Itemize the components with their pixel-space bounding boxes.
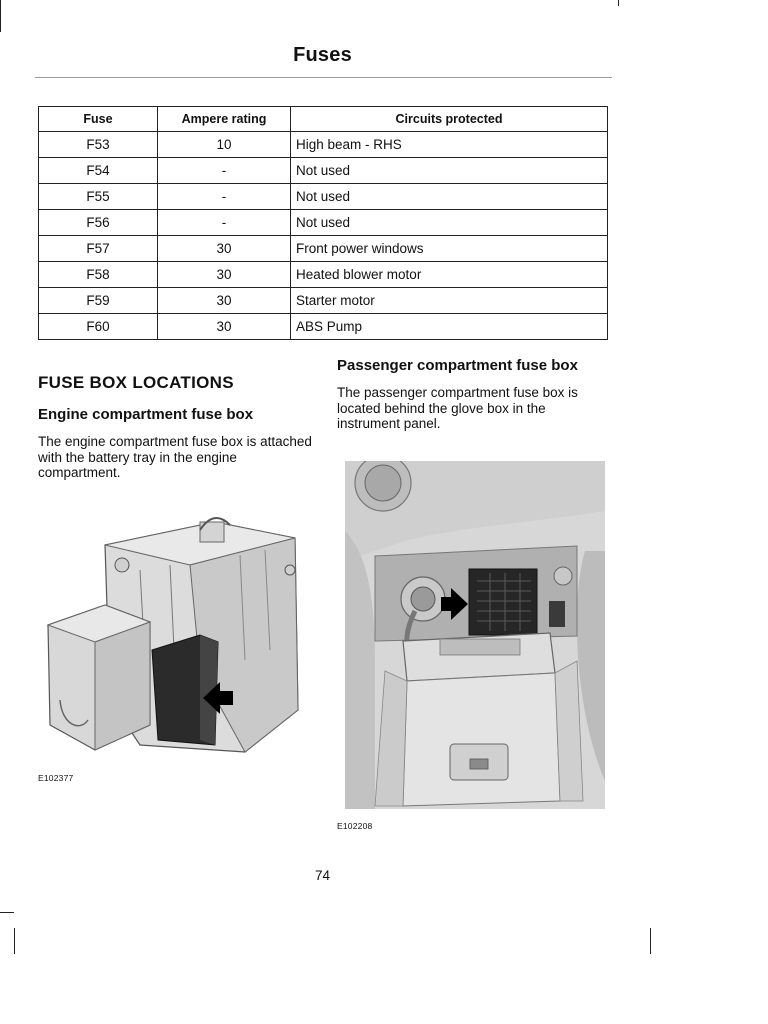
crop-mark-bottom-right-v (650, 928, 651, 954)
table-row (39, 236, 608, 262)
circuit-cell: Heated blower motor (291, 262, 608, 288)
circuit-cell: Not used (291, 158, 608, 184)
column-header-ampere-rating: Ampere rating (158, 107, 291, 132)
fuse-cell: F58 (39, 262, 158, 288)
passenger-fuse-box-illustration (345, 461, 605, 809)
section-heading-fuse-box-locations: FUSE BOX LOCATIONS (38, 373, 234, 392)
figure-label-e102377: E102377 (38, 773, 74, 783)
circuit-cell: Starter motor (291, 288, 608, 314)
fuse-cell: F57 (39, 236, 158, 262)
circuit-cell: ABS Pump (291, 314, 608, 340)
engine-fuse-box-description: The engine compartment fuse box is attached with the battery tray in the engine compartment. (38, 434, 312, 480)
fuse-table (38, 106, 608, 340)
ampere-cell: 30 (158, 236, 291, 262)
circuit-cell: High beam - RHS (291, 132, 608, 158)
fuse-cell: F55 (39, 184, 158, 210)
passenger-fuse-box-description: The passenger compartment fuse box is located behind the glove box in the instrument panel. (337, 385, 578, 431)
title-divider (35, 77, 612, 78)
circuit-cell: Not used (291, 184, 608, 210)
column-header-circuits-protected: Circuits protected (291, 107, 608, 132)
fuse-cell: F53 (39, 132, 158, 158)
crop-mark-bottom-left-h (0, 912, 14, 913)
table-row (39, 132, 608, 158)
ampere-cell: - (158, 158, 291, 184)
table-row (39, 314, 608, 340)
table-header-row (39, 107, 608, 132)
fuse-cell: F59 (39, 288, 158, 314)
table-row (39, 158, 608, 184)
page-title: Fuses (293, 44, 352, 66)
ampere-cell: 10 (158, 132, 291, 158)
table-row (39, 262, 608, 288)
fuse-cell: F54 (39, 158, 158, 184)
subheading-passenger-compartment: Passenger compartment fuse box (337, 357, 578, 374)
ampere-cell: 30 (158, 262, 291, 288)
ampere-cell: 30 (158, 314, 291, 340)
ampere-cell: 30 (158, 288, 291, 314)
crop-mark-top-left (0, 0, 1, 32)
ampere-cell: - (158, 210, 291, 236)
engine-fuse-box-illustration (40, 510, 310, 765)
figure-label-e102208: E102208 (337, 821, 373, 831)
column-header-fuse: Fuse (39, 107, 158, 132)
subheading-engine-compartment: Engine compartment fuse box (38, 406, 254, 423)
table-row (39, 210, 608, 236)
table-row (39, 288, 608, 314)
fuse-cell: F56 (39, 210, 158, 236)
circuit-cell: Front power windows (291, 236, 608, 262)
circuit-cell: Not used (291, 210, 608, 236)
page-number: 74 (314, 868, 331, 883)
crop-mark-bottom-left-v (14, 928, 15, 954)
crop-mark-top-right (618, 0, 619, 6)
fuse-cell: F60 (39, 314, 158, 340)
ampere-cell: - (158, 184, 291, 210)
table-row (39, 184, 608, 210)
